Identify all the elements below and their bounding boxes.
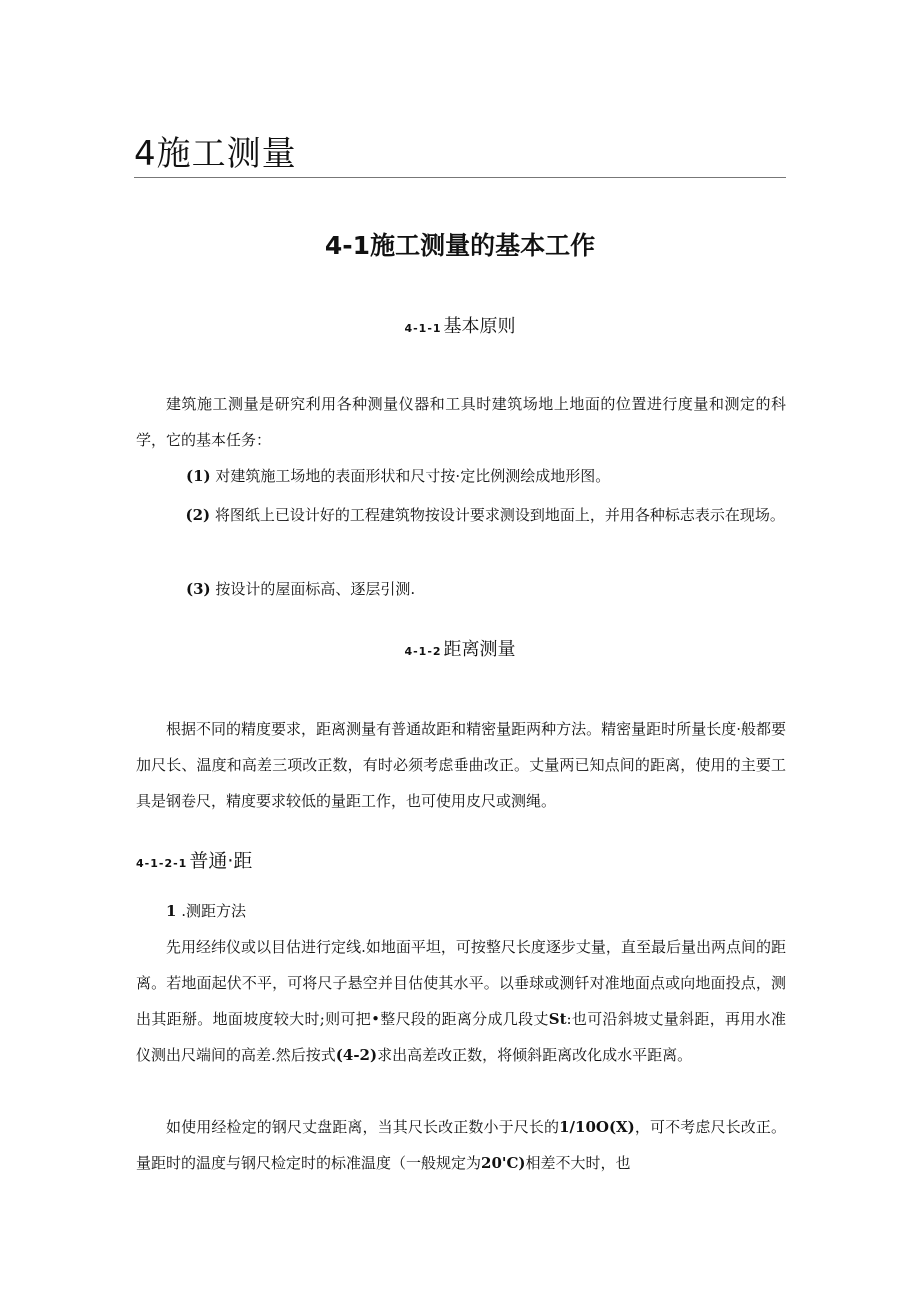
chapter-title: 4施工测量 xyxy=(134,134,297,174)
paragraph-text: 先用经纬仪或以目估进行定线.如地面平坦，可按整尺长度逐步丈量，直至最后量出两点间的距离。若地面起伏不平，可将尺子悬空并目估使其水平。以垂球或测钎对准地面点或向地面投点，测出其距掰。地面坡度较大时;则可把•整尺段的距离分成几段丈 xyxy=(136,938,786,1028)
method-title: .测距方法 xyxy=(181,902,246,920)
task-item-3 xyxy=(186,571,786,607)
method-number: 1 xyxy=(166,902,177,920)
subsection-heading-distance-measurement xyxy=(0,636,920,666)
task-item-text: 对建筑施工场地的表面形状和尺寸按·定比例测绘成地形图。 xyxy=(215,467,611,485)
method-paragraph-1 xyxy=(136,929,786,1073)
task-item-2 xyxy=(136,497,786,533)
method-paragraph-2 xyxy=(136,1109,786,1181)
subsection-heading-basic-principles xyxy=(0,313,920,343)
task-item-marker: (1) xyxy=(186,467,211,485)
paragraph-text: 如使用经检定的钢尺丈盘距离，当其尺长改正数小于尺长的 xyxy=(166,1118,560,1136)
subsection-number: 4-1-1 xyxy=(404,322,442,335)
subsection-title: 基本原则 xyxy=(443,316,516,337)
task-item-text: 将图纸上已设计好的工程建筑物按设计要求测设到地面上，并用各种标志表示在现场。 xyxy=(214,506,785,524)
task-item-1 xyxy=(186,458,786,494)
paragraph-text: 相差不大时，也 xyxy=(525,1154,631,1172)
distance-measurement-intro: 根据不同的精度要求，距离测量有普通故距和精密量距两种方法。精密量距时所量长度·般都要加尺长、温度和高差三项改正数，有时必须考虑垂曲改正。丈量两已知点间的距离，使用的主要工具是钢卷尺，精度要求较低的量距工作，也可使用皮尺或测绳。 xyxy=(136,720,786,810)
task-item-marker: (2) xyxy=(185,506,211,524)
section-title: 4-1施工测量的基本工作 xyxy=(324,231,596,260)
task-item-marker: (3) xyxy=(186,580,211,598)
ratio-value: 1/10O(X) xyxy=(559,1118,635,1136)
task-item-text: 按设计的屋面标高、逐层引测. xyxy=(215,580,416,598)
subsection-title: 距离测量 xyxy=(443,639,516,660)
formula-reference: (4-2) xyxy=(335,1046,378,1064)
subsubsection-number: 4-1-2-1 xyxy=(136,857,188,870)
subsubsection-title: 普通·距 xyxy=(189,850,253,872)
basic-principles-intro: 建筑施工测量是研究利用各种测量仪器和工具时建筑场地上地面的位置进行度量和测定的科学，它的基本任务： xyxy=(136,395,786,449)
temperature-value: 20'C) xyxy=(481,1154,526,1172)
method-heading xyxy=(136,893,786,929)
paragraph-text: ，可不考虑尺长改正。量距时的温度与钢尺检定时的标准温度（一般规定为 xyxy=(136,1118,786,1172)
chapter-divider xyxy=(134,177,786,178)
paragraph-text: 求出高差改正数，将倾斜距离改化成水平距离。 xyxy=(377,1046,693,1064)
subsection-number: 4-1-2 xyxy=(404,645,442,658)
subsubsection-heading-ordinary-distance xyxy=(136,846,252,879)
paragraph-text: :也可沿斜坡丈量斜距，再用水准仪测出尺端间的高差.然后按式 xyxy=(136,1010,786,1064)
paragraph-text-bold: St xyxy=(548,1010,567,1028)
